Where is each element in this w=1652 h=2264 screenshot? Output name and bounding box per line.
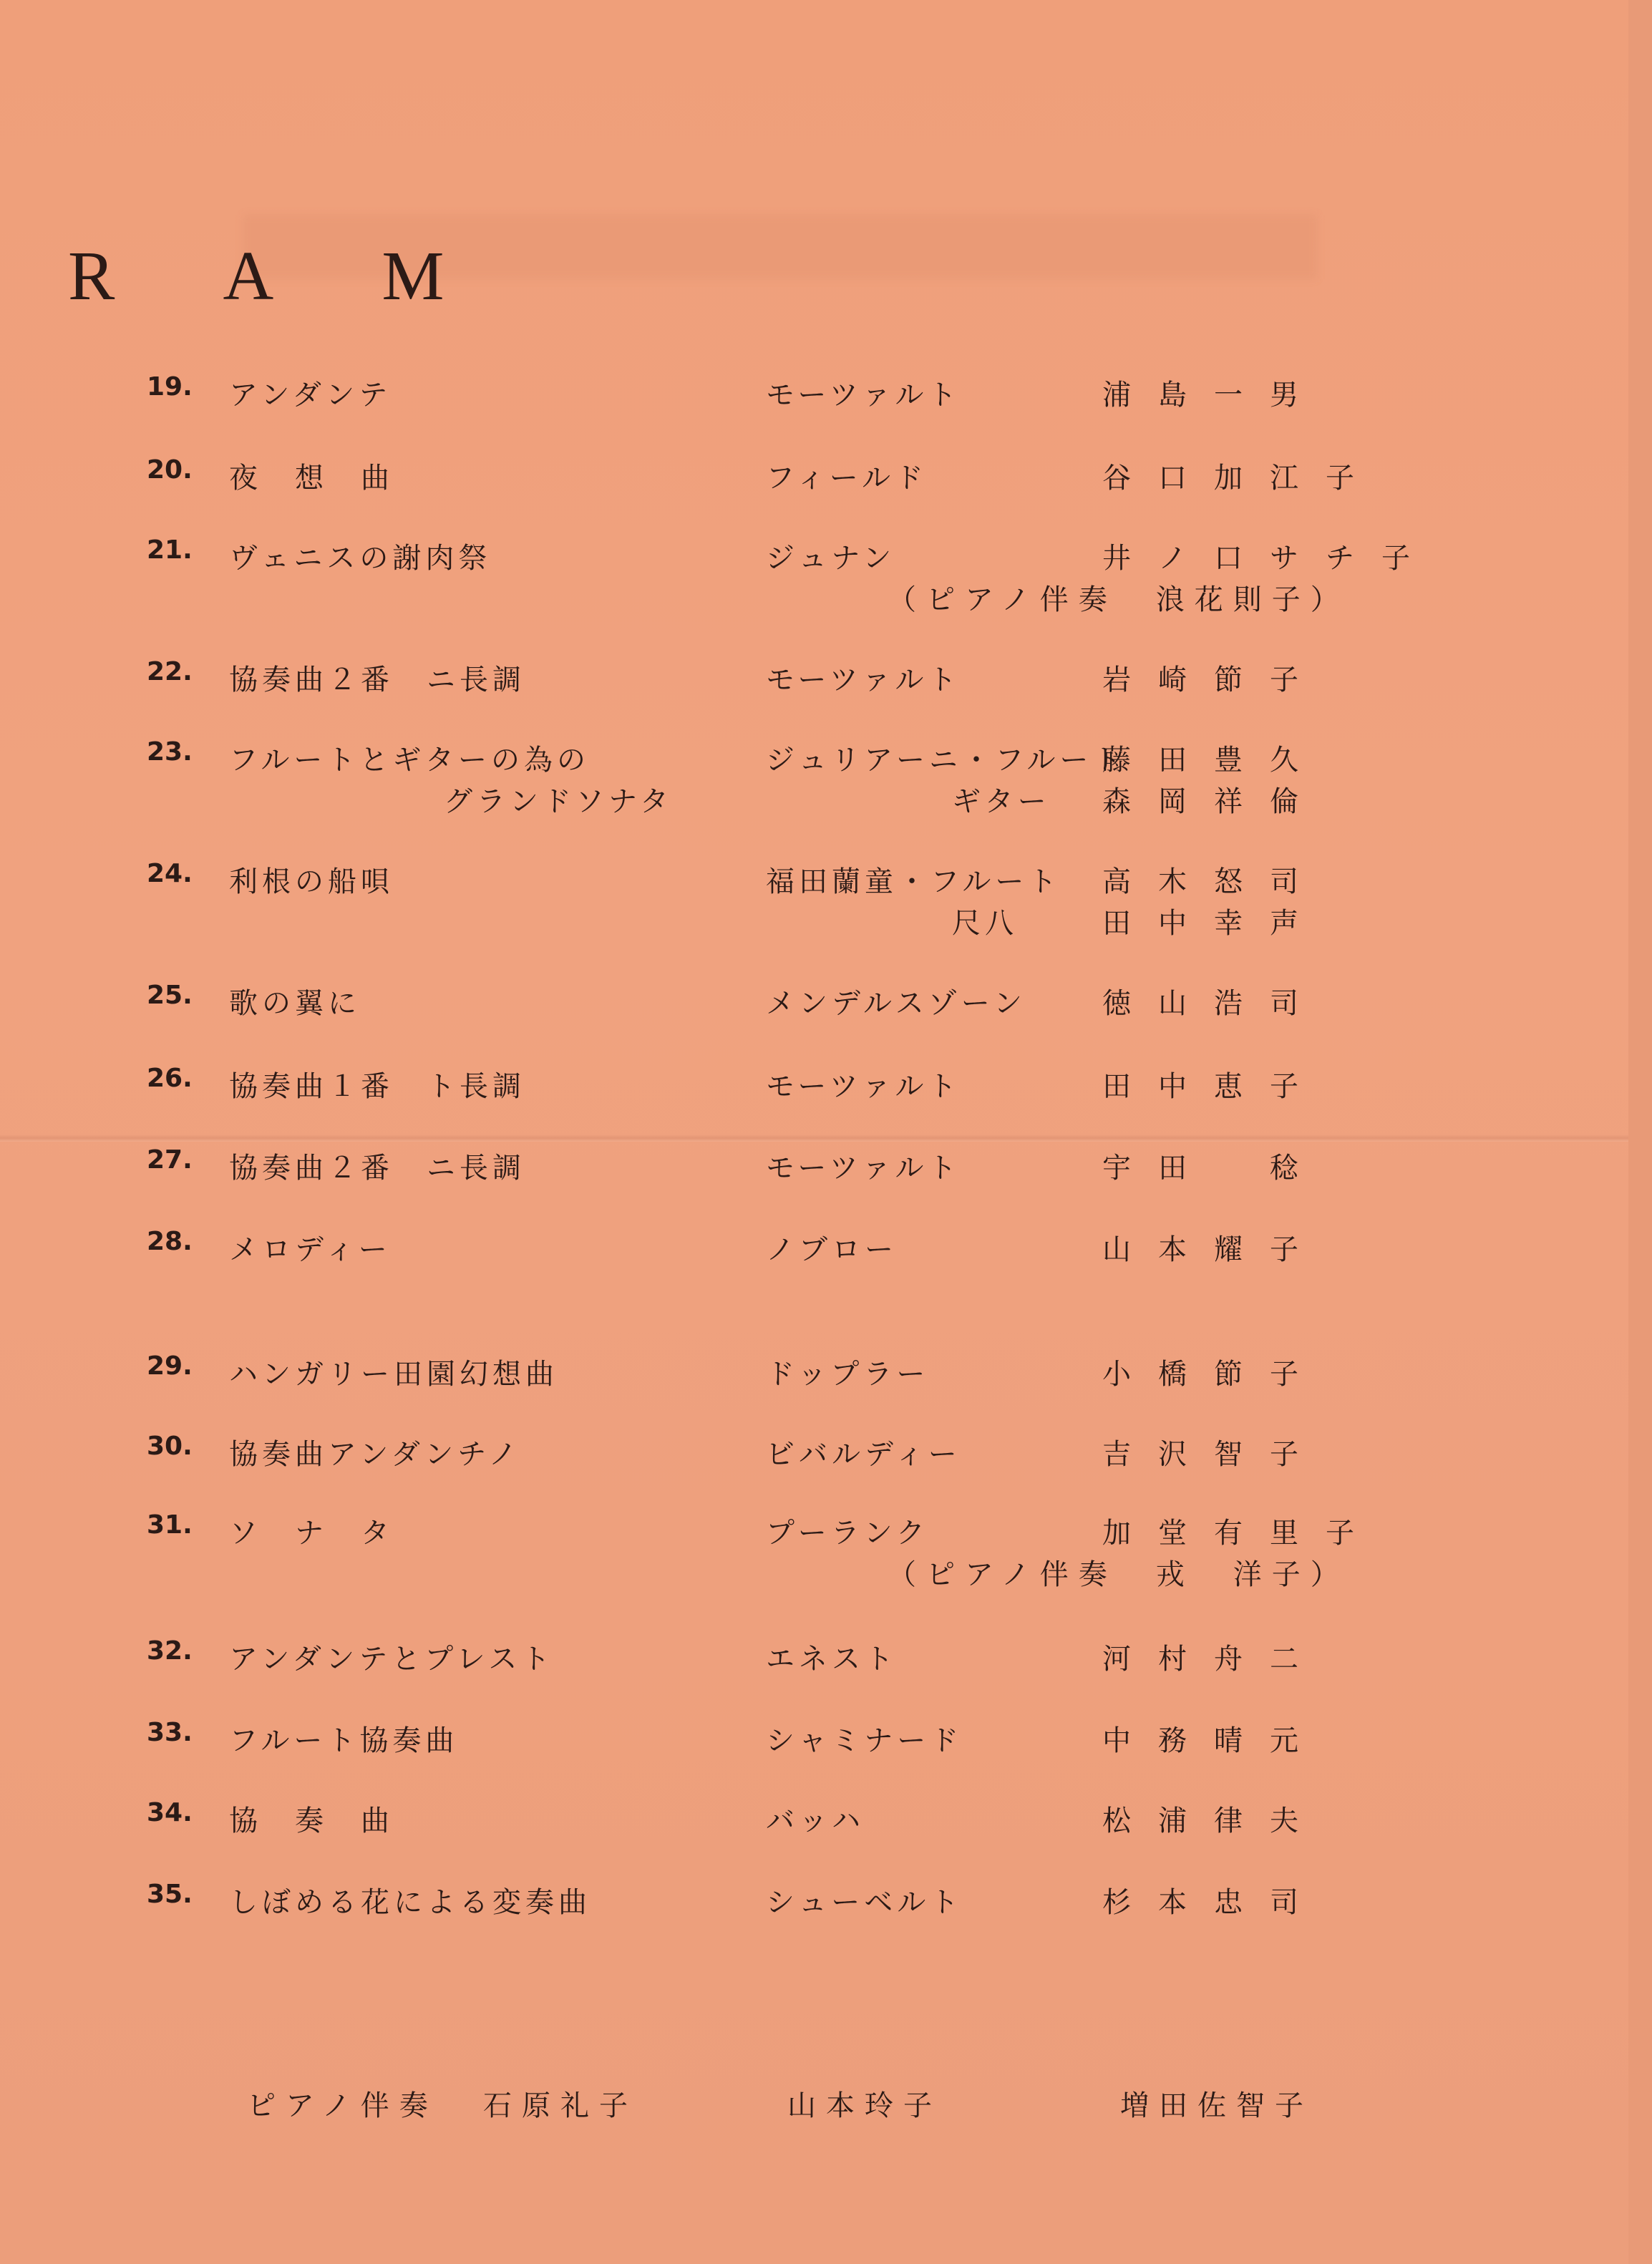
program-item — [0, 1798, 1628, 1884]
page-title: R A M — [68, 238, 492, 315]
item-title: 協 奏 曲 — [229, 1804, 394, 1837]
item-performer: 浦島一男 — [1102, 379, 1326, 412]
item-performer: 中務晴元 — [1102, 1724, 1326, 1757]
item-instrument: ギター — [952, 785, 1051, 818]
item-performer: 杉本忠司 — [1102, 1886, 1326, 1919]
item-number: 31. — [147, 1510, 193, 1540]
paper-edge — [1628, 0, 1652, 2264]
program-item — [0, 859, 1628, 945]
item-number: 32. — [147, 1636, 193, 1666]
item-composer: ジュリアーニ・フルート — [766, 744, 1126, 777]
program-item — [0, 1145, 1628, 1231]
item-performer: 谷口加江子 — [1102, 462, 1381, 495]
item-title: ハンガリー田園幻想曲 — [229, 1358, 558, 1391]
item-title: 協奏曲アンダンチノ — [229, 1438, 522, 1471]
item-composer: ジュナン — [766, 542, 896, 575]
item-composer: プーランク — [766, 1517, 929, 1550]
item-title: ヴェニスの謝肉祭 — [229, 542, 492, 575]
item-composer: モーツァルト — [766, 379, 961, 412]
program-item — [0, 981, 1628, 1067]
item-accompaniment: （ピアノ伴奏 戎 洋子） — [888, 1558, 1349, 1591]
item-performer: 井ノ口サチ子 — [1102, 542, 1437, 575]
item-composer: フィールド — [766, 462, 928, 495]
item-number: 26. — [147, 1064, 193, 1093]
item-performer: 徳山浩司 — [1102, 987, 1326, 1020]
item-number: 20. — [147, 455, 193, 485]
item-title: ソ ナ タ — [229, 1517, 394, 1550]
footer-pianist-2: 山本玲子 — [787, 2089, 942, 2122]
item-composer: 福田蘭童・フルート — [766, 865, 1061, 898]
item-performer: 河村舟二 — [1102, 1643, 1326, 1676]
item-performer: 山本耀子 — [1102, 1233, 1326, 1266]
program-item — [0, 737, 1628, 823]
footer-pianist-3: 増田佐智子 — [1120, 2089, 1313, 2122]
item-composer: シューベルト — [766, 1886, 963, 1919]
item-instrument: 尺八 — [952, 907, 1018, 940]
program-item — [0, 535, 1628, 621]
item-performer-2: 田中幸声 — [1102, 907, 1326, 940]
program-item — [0, 1718, 1628, 1804]
item-title: フルート協奏曲 — [229, 1724, 459, 1757]
item-number: 25. — [147, 981, 193, 1010]
item-number: 28. — [147, 1227, 193, 1256]
item-performer: 田中恵子 — [1102, 1070, 1326, 1103]
item-performer: 吉沢智子 — [1102, 1438, 1326, 1471]
item-composer: モーツァルト — [766, 664, 961, 696]
item-composer: ドップラー — [766, 1358, 930, 1391]
item-number: 22. — [147, 657, 193, 686]
item-title: 夜 想 曲 — [229, 462, 394, 495]
item-number: 34. — [147, 1798, 193, 1827]
item-composer: モーツァルト — [766, 1070, 961, 1103]
item-composer: バッハ — [766, 1804, 865, 1837]
item-performer: 小橋節子 — [1102, 1358, 1326, 1391]
item-composer: メンデルスゾーン — [766, 987, 1026, 1020]
item-title: 協奏曲１番 ト長調 — [229, 1070, 525, 1103]
item-composer: ノブロー — [766, 1233, 898, 1266]
item-title: しぼめる花による変奏曲 — [229, 1886, 591, 1919]
program-item — [0, 372, 1628, 458]
item-composer: シャミナード — [766, 1724, 963, 1757]
item-number: 33. — [147, 1718, 193, 1747]
footer-label: ピアノ伴奏 — [247, 2089, 438, 2122]
program-item — [0, 1880, 1628, 1966]
item-composer: エネスト — [766, 1643, 898, 1676]
item-title: 歌の翼に — [229, 987, 361, 1020]
item-title: アンダンテとプレスト — [229, 1643, 555, 1676]
item-performer: 宇田 稔 — [1102, 1152, 1326, 1185]
program-item — [0, 657, 1628, 743]
program-item — [0, 1351, 1628, 1437]
item-title: 協奏曲２番 ニ長調 — [229, 1152, 525, 1185]
item-title: アンダンテ — [229, 379, 392, 412]
item-accompaniment: （ピアノ伴奏 浪花則子） — [888, 583, 1349, 616]
program-item — [0, 1227, 1628, 1313]
item-number: 24. — [147, 859, 193, 888]
item-number: 19. — [147, 372, 193, 402]
program-item — [0, 1636, 1628, 1722]
item-title: メロディー — [229, 1233, 392, 1266]
footer-pianist-1: 石原礼子 — [483, 2089, 638, 2122]
item-performer: 岩崎節子 — [1102, 664, 1326, 696]
item-number: 29. — [147, 1351, 193, 1381]
item-title: 利根の船唄 — [229, 865, 394, 898]
item-performer-2: 森岡祥倫 — [1102, 785, 1326, 818]
program-item — [0, 1432, 1628, 1517]
item-composer: モーツァルト — [766, 1152, 961, 1185]
item-composer: ビバルディー — [766, 1438, 961, 1471]
item-title-line2: グランドソナタ — [444, 785, 673, 818]
item-title: 協奏曲２番 ニ長調 — [229, 664, 525, 696]
item-performer: 加堂有里子 — [1102, 1517, 1381, 1550]
program-item — [0, 1510, 1628, 1596]
item-number: 30. — [147, 1432, 193, 1461]
program-item — [0, 455, 1628, 541]
item-number: 21. — [147, 535, 193, 565]
item-title: フルートとギターの為の — [229, 744, 590, 777]
item-number: 27. — [147, 1145, 193, 1175]
item-number: 35. — [147, 1880, 193, 1909]
item-performer: 松浦律夫 — [1102, 1804, 1326, 1837]
item-performer: 藤田豊久 — [1102, 744, 1326, 777]
paper-fold — [0, 1135, 1628, 1142]
item-performer: 高木怒司 — [1102, 865, 1326, 898]
item-number: 23. — [147, 737, 193, 767]
